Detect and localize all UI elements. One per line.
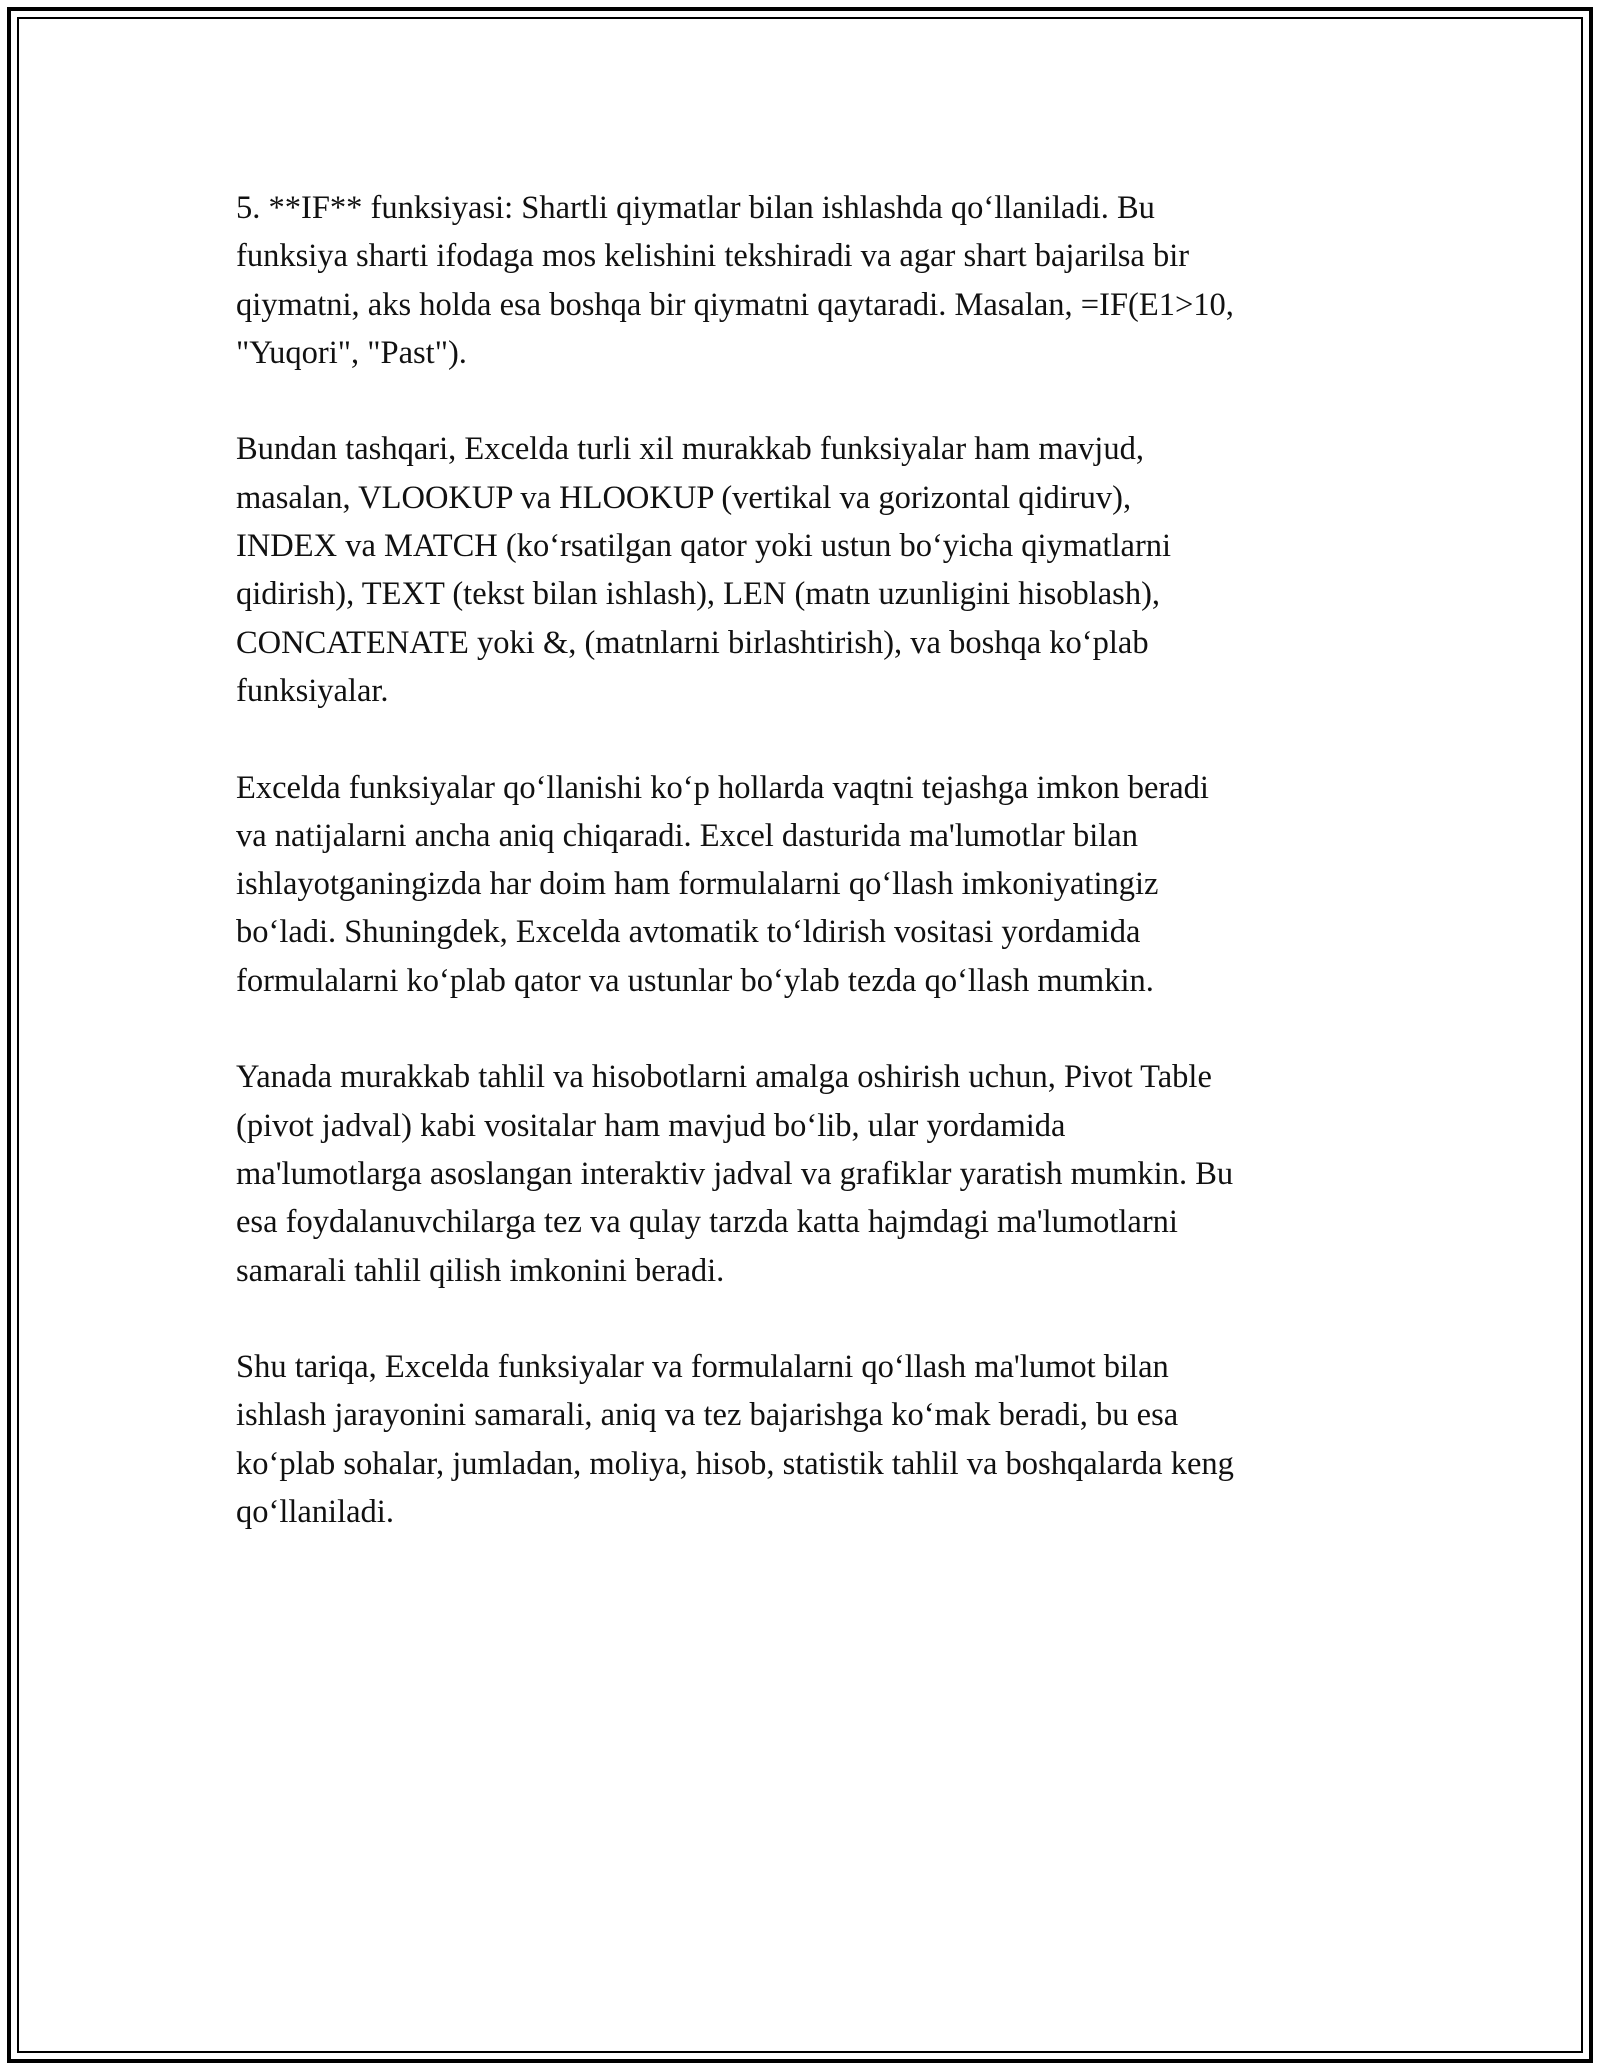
text-line: esa foydalanuvchilarga tez va qulay tarzda katta hajmdagi ma'lumotlarni — [236, 1204, 1178, 1241]
text-line: Yanada murakkab tahlil va hisobotlarni amalga oshirish uchun, Pivot Table — [236, 1059, 1212, 1096]
paragraph-if-function — [236, 184, 1376, 377]
paragraph-complex-functions — [236, 425, 1376, 715]
text-line: 5. **IF** funksiyasi: Shartli qiymatlar bilan ishlashda qo‘llaniladi. Bu — [236, 190, 1155, 226]
text-line: Bundan tashqari, Excelda turli xil murakkab funksiyalar ham mavjud, — [236, 431, 1144, 468]
text-line: ma'lumotlarga asoslangan interaktiv jadval va grafiklar yaratish mumkin. Bu — [236, 1155, 1234, 1192]
text-line: Shu tariqa, Excelda funksiyalar va formulalarni qo‘llash ma'lumot bilan — [236, 1349, 1169, 1386]
text-line: bo‘ladi. Shuningdek, Excelda avtomatik to‘ldirish vositasi yordamida — [236, 914, 1141, 951]
text-line: qiymatni, aks holda esa boshqa bir qiymatni qaytaradi. Masalan, =IF(E1>10, — [236, 286, 1234, 323]
text-line: Excelda funksiyalar qo‘llanishi ko‘p hollarda vaqtni tejashga imkon beradi — [236, 769, 1209, 806]
text-line: ishlayotganingizda har doim ham formulalarni qo‘llash imkoniyatingiz — [236, 866, 1159, 903]
text-line: "Yuqori", "Past"). — [236, 334, 467, 371]
text-line: masalan, VLOOKUP va HLOOKUP (vertikal va gorizontal qidiruv), — [236, 479, 1132, 516]
text-line: formulalarni ko‘plab qator va ustunlar bo‘ylab tezda qo‘llash mumkin. — [236, 962, 1154, 999]
paragraph-pivot-table — [236, 1053, 1376, 1294]
text-line: funksiyalar. — [236, 672, 389, 709]
text-line: CONCATENATE yoki &, (matnlarni birlashtirish), va boshqa ko‘plab — [236, 624, 1149, 661]
text-line: qidirish), TEXT (tekst bilan ishlash), LEN (matn uzunligini hisoblash), — [236, 576, 1161, 613]
text-line: ishlash jarayonini samarali, aniq va tez bajarishga ko‘mak beradi, bu esa — [236, 1397, 1179, 1434]
text-line: INDEX va MATCH (ko‘rsatilgan qator yoki ustun bo‘yicha qiymatlarni — [236, 528, 1172, 565]
document-body — [236, 184, 1376, 1585]
text-line: qo‘llaniladi. — [236, 1494, 394, 1531]
text-line: (pivot jadval) kabi vositalar ham mavjud bo‘lib, ular yordamida — [236, 1107, 1066, 1144]
text-line: ko‘plab sohalar, jumladan, moliya, hisob, statistik tahlil va boshqalarda keng — [236, 1445, 1234, 1482]
text-line: samarali tahlil qilish imkonini beradi. — [236, 1252, 725, 1289]
paragraph-time-saving — [236, 764, 1376, 1005]
paragraph-conclusion — [236, 1343, 1376, 1536]
text-line: va natijalarni ancha aniq chiqaradi. Excel dasturida ma'lumotlar bilan — [236, 817, 1138, 854]
text-line: funksiya sharti ifodaga mos kelishini tekshiradi va agar shart bajarilsa bir — [236, 238, 1190, 275]
